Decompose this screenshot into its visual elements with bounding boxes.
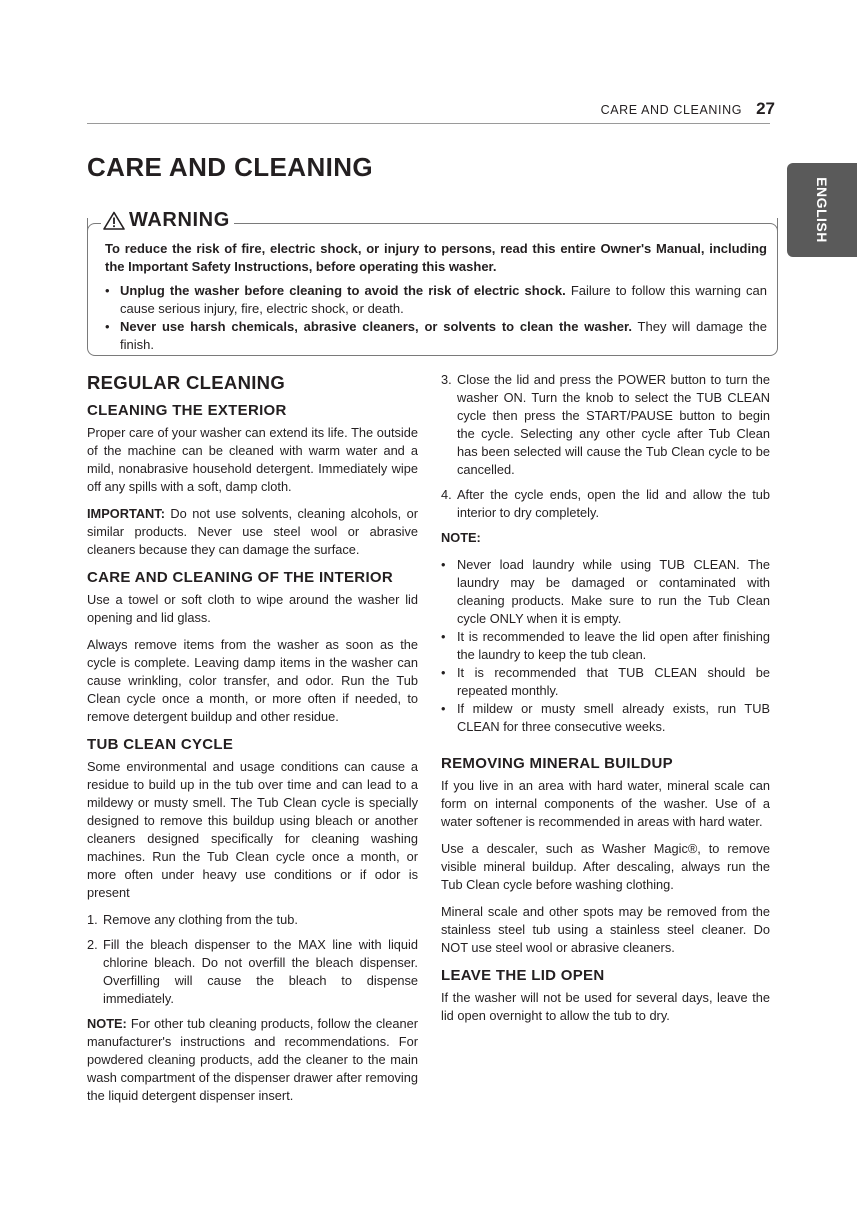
warning-item <box>105 282 767 318</box>
step-text: Remove any clothing from the tub. <box>103 912 298 927</box>
mineral-paragraph-3: Mineral scale and other spots may be removed from the stainless steel tub using a stainless steel cleaner. Do NOT use steel wool or abrasive cleaners. <box>441 904 770 955</box>
note-item: • If mildew or musty smell already exists, run TUB CLEAN for three consecutive weeks. <box>441 701 770 734</box>
important-text: Do not use solvents, cleaning alcohols, or similar products. Never use steel wool or abrasive cleaners because they can damage the surface. <box>87 506 418 557</box>
step-number: 2. <box>87 937 98 952</box>
exterior-heading: CLEANING THE EXTERIOR <box>87 402 287 419</box>
step-text: Fill the bleach dispenser to the MAX line with liquid chlorine bleach. Do not overfill the bleach dispenser. Overfilling will cause the bleach to dispense immediately. <box>103 937 418 1006</box>
step-item <box>87 911 418 929</box>
note-list <box>441 556 770 736</box>
note-label: NOTE: <box>87 1016 127 1031</box>
regular-cleaning-heading: REGULAR CLEANING <box>87 372 286 393</box>
important-paragraph <box>87 505 418 559</box>
tub-clean-paragraph: Some environmental and usage conditions can cause a residue to build up in the tub over time and can lead to a mildewy or musty smell. The Tub Clean cycle is specially designed to remove this buildup using bleach or another cleaners designed specifically for cleaning washing machines. Run the Tub Clean cycle once a month, or more often under heavy use conditions or if odor is present <box>87 759 418 900</box>
warning-item-text: They will damage the finish. <box>120 319 767 352</box>
tub-clean-steps-continued <box>441 371 770 522</box>
interior-heading: CARE AND CLEANING OF THE INTERIOR <box>87 569 394 586</box>
mineral-paragraph-2: Use a descaler, such as Washer Magic®, to remove visible mineral buildup. After descaling, always run the Tub Clean cycle before washing clothing. <box>441 841 770 892</box>
warning-intro: To reduce the risk of fire, electric shock, or injury to persons, read this entire Owner's Manual, including the Important Safety Instructions, before operating this washer. <box>105 241 767 274</box>
step-number: 3. <box>441 372 452 387</box>
mineral-paragraph-1: If you live in an area with hard water, mineral scale can form on internal components of the washer. Use of a water softener is recommended in areas with hard water. <box>441 778 770 829</box>
warning-heading <box>101 209 234 232</box>
warning-body <box>105 240 767 354</box>
step-number: 4. <box>441 487 452 502</box>
tub-clean-heading: TUB CLEAN CYCLE <box>87 736 234 753</box>
note-text: For other tub cleaning products, follow the cleaner manufacturer's instructions and recommendations. For powdered cleaning products, add the cleaner to the main wash compartment of the dispenser drawer after removing the liquid detergent dispenser insert. <box>87 1016 418 1103</box>
tub-clean-steps <box>87 911 418 1008</box>
note-item: • It is recommended that TUB CLEAN should be repeated monthly. <box>441 665 770 698</box>
note-item: • It is recommended to leave the lid open after finishing the laundry to keep the tub clean. <box>441 629 770 662</box>
important-label: IMPORTANT: <box>87 506 165 521</box>
step-number: 1. <box>87 912 98 927</box>
note-item-text: Never load laundry while using TUB CLEAN. The laundry may be damaged or contaminated with cleaning products. Make sure to run the Tub Clean cycle ONLY when it is empty. <box>457 557 770 626</box>
header-rule <box>87 123 770 124</box>
page-title: CARE AND CLEANING <box>87 152 374 182</box>
lid-open-paragraph: If the washer will not be used for several days, leave the lid open overnight to allow the tub to dry. <box>441 990 770 1023</box>
note-item-text: If mildew or musty smell already exists, run TUB CLEAN for three consecutive weeks. <box>457 701 770 734</box>
note-item-text: It is recommended to leave the lid open after finishing the laundry to keep the tub clean. <box>457 629 770 662</box>
step-text: After the cycle ends, open the lid and allow the tub interior to dry completely. <box>457 487 770 520</box>
page-number: 27 <box>756 99 775 118</box>
interior-paragraph-1: Use a towel or soft cloth to wipe around the washer lid opening and lid glass. <box>87 592 418 625</box>
interior-paragraph-2: Always remove items from the washer as soon as the cycle is complete. Leaving damp items in the washer can cause wrinkling, color transfer, and odor. Run the Tub Clean cycle once a month, or more often if needed, to remove detergent buildup and other residue. <box>87 637 418 724</box>
running-header-section: CARE AND CLEANING <box>600 103 743 117</box>
tub-clean-note <box>87 1015 418 1105</box>
warning-item <box>105 318 767 354</box>
step-item <box>441 486 770 522</box>
note-item-text: It is recommended that TUB CLEAN should be repeated monthly. <box>457 665 770 698</box>
warning-heading-text: WARNING <box>129 209 230 231</box>
note-item: • Never load laundry while using TUB CLEAN. The laundry may be damaged or contaminated with cleaning products. Make sure to run the Tub Clean cycle ONLY when it is empty. <box>441 557 770 626</box>
left-column <box>87 371 418 1114</box>
language-tab-label: ENGLISH <box>814 177 830 243</box>
exterior-paragraph: Proper care of your washer can extend its life. The outside of the machine can be cleaned with warm water and a mild, nonabrasive household detergent. Immediately wipe off any spills with a soft, damp cloth. <box>87 425 418 494</box>
warning-list <box>105 282 767 354</box>
warning-item-text: Failure to follow this warning can cause serious injury, fire, electric shock, or death. <box>120 283 768 316</box>
note-heading: NOTE: <box>441 530 481 545</box>
lid-open-heading: LEAVE THE LID OPEN <box>441 967 605 984</box>
warning-item-bold: Never use harsh chemicals, abrasive cleaners, or solvents to clean the washer. <box>120 319 632 334</box>
running-header <box>601 99 775 119</box>
language-tab <box>787 163 857 257</box>
warning-triangle-icon <box>103 211 125 230</box>
warning-item-bold: Unplug the washer before cleaning to avoid the risk of electric shock. <box>120 283 566 298</box>
step-text: Close the lid and press the POWER button to turn the washer ON. Turn the knob to select the TUB CLEAN cycle then press the START/PAUSE button to begin the cycle. Selecting any other cycle after Tub Clean has been selected will cause the Tub Clean cycle to be cancelled. <box>457 372 770 477</box>
step-item <box>87 936 418 1008</box>
mineral-heading: REMOVING MINERAL BUILDUP <box>441 755 673 772</box>
right-column <box>441 371 770 1034</box>
step-item <box>441 371 770 479</box>
